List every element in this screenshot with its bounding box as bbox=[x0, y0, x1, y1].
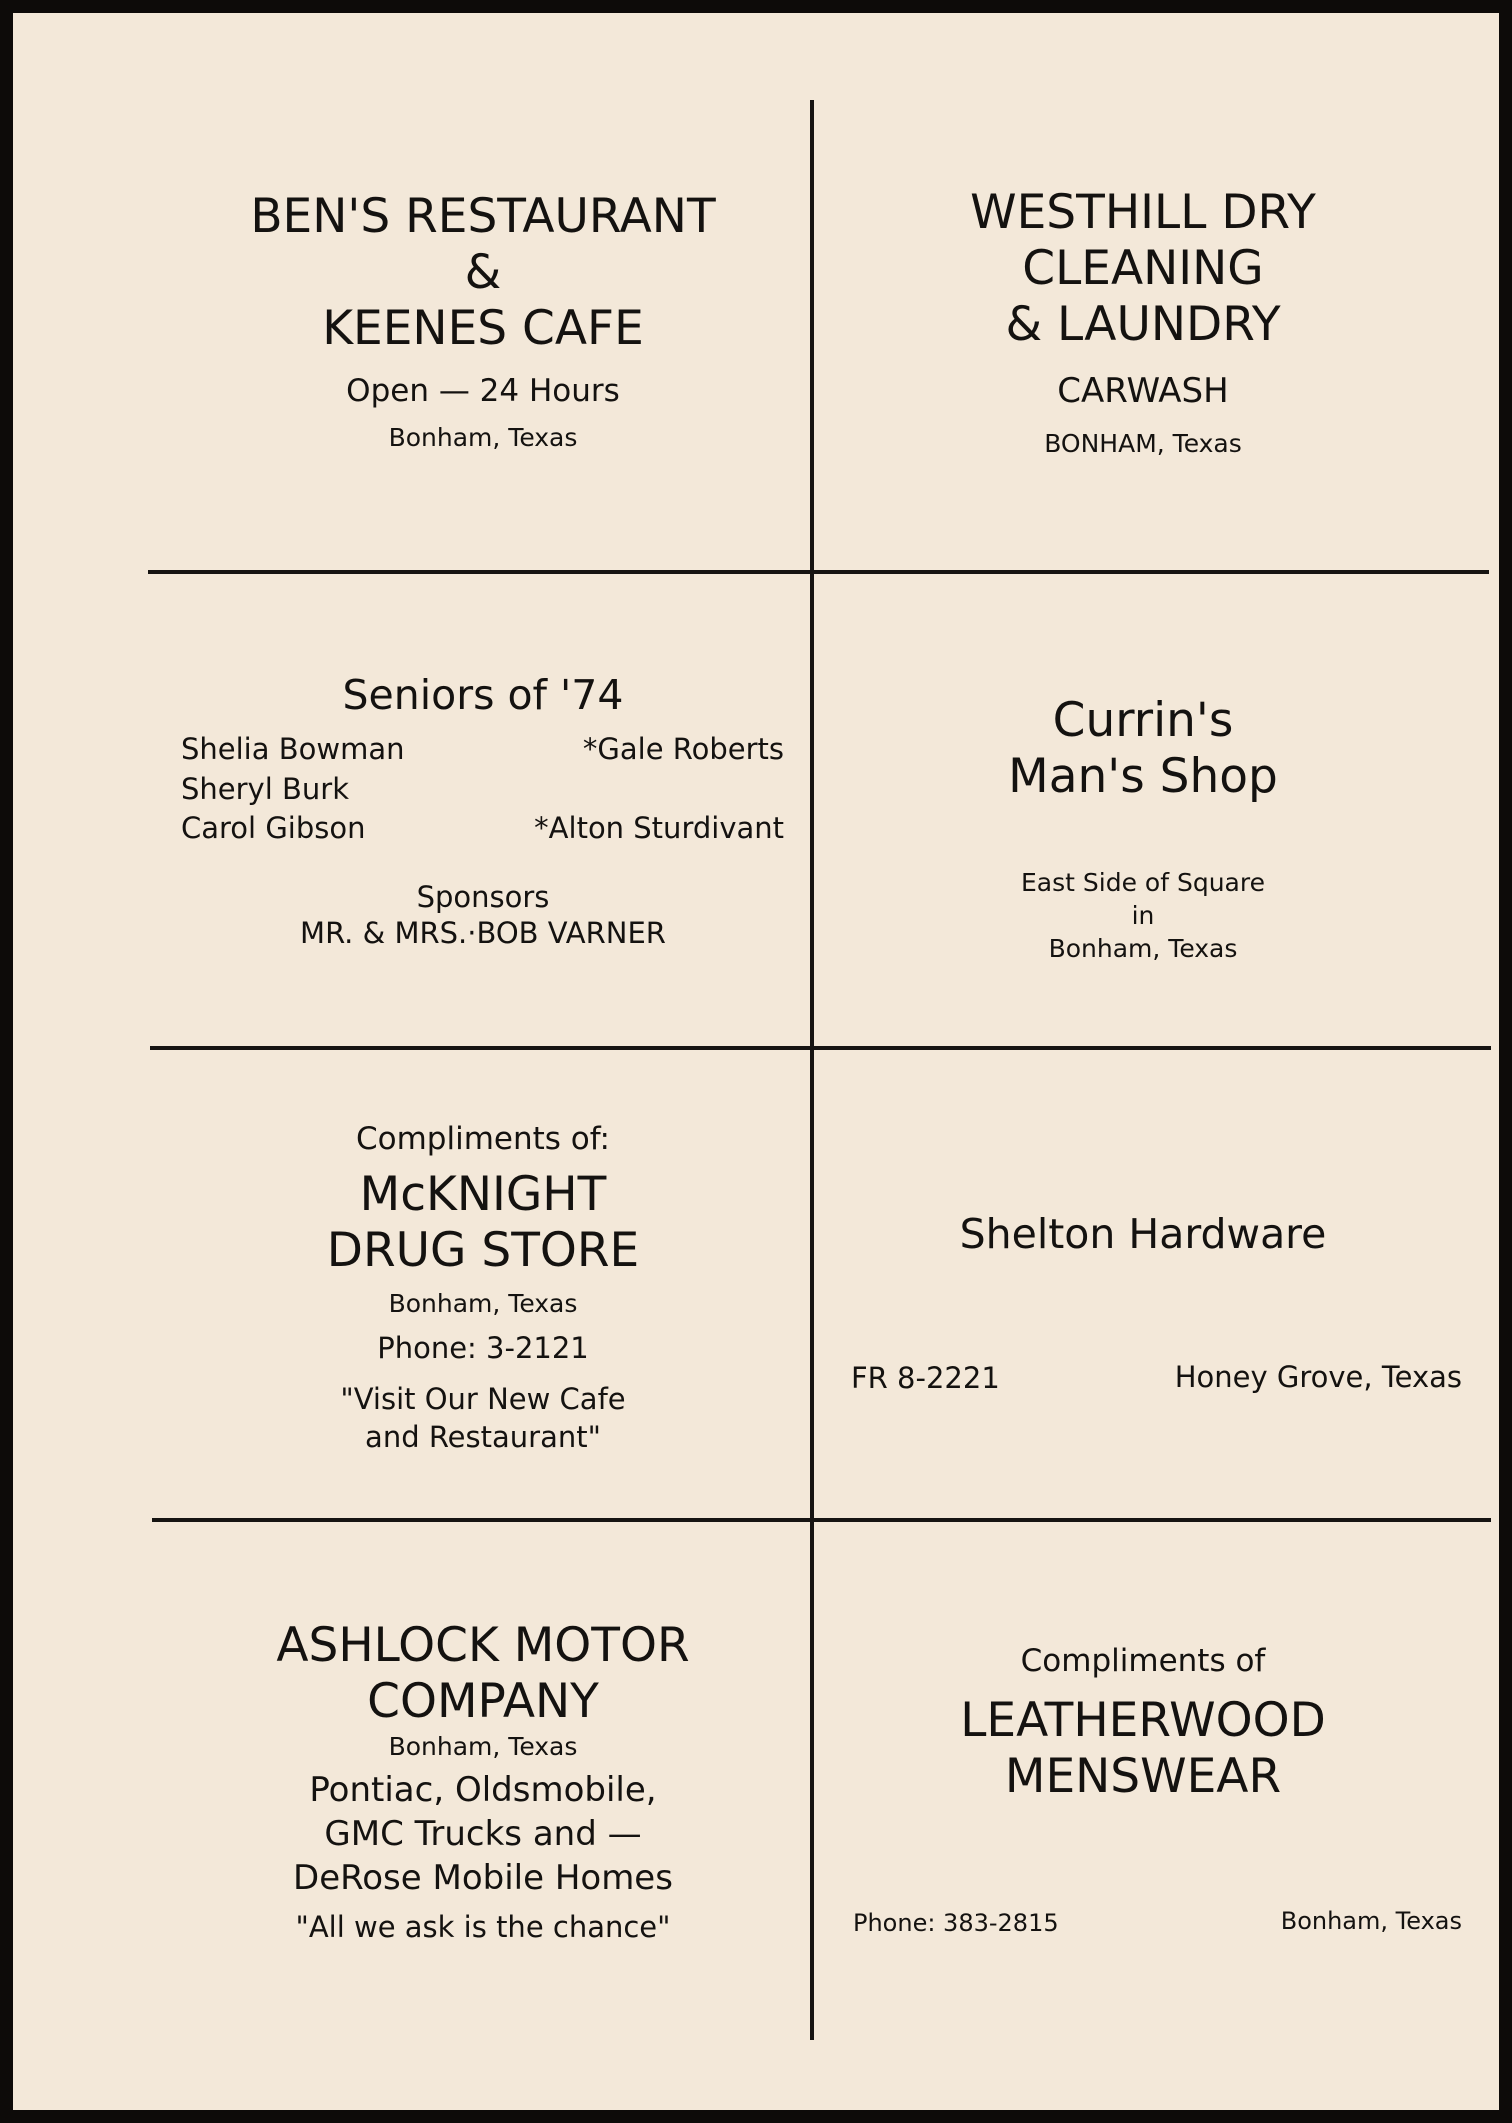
ad-shelton-hardware bbox=[813, 1212, 1473, 1256]
ad-title: DRUG STORE bbox=[326, 1223, 640, 1278]
ad-leatherwood-menswear bbox=[813, 1643, 1473, 1805]
ad-title: ASHLOCK MOTOR bbox=[276, 1618, 690, 1673]
ad-brands: DeRose Mobile Homes bbox=[293, 1858, 673, 1898]
ad-brands: Pontiac, Oldsmobile, bbox=[309, 1770, 657, 1810]
ad-title: BEN'S RESTAURANT bbox=[250, 189, 716, 244]
horizontal-divider-3 bbox=[152, 1518, 1491, 1522]
ad-westhill-dry-cleaning bbox=[813, 185, 1473, 459]
ad-slogan: and Restaurant" bbox=[365, 1420, 601, 1454]
ad-seniors-sponsors bbox=[153, 880, 813, 950]
ad-slogan: "All we ask is the chance" bbox=[295, 1910, 671, 1944]
ad-service: CARWASH bbox=[1057, 371, 1229, 411]
ad-currins-address bbox=[813, 866, 1473, 965]
senior-name: *Gale Roberts bbox=[582, 732, 784, 766]
horizontal-divider-2 bbox=[150, 1046, 1491, 1050]
ad-slogan: "Visit Our New Cafe bbox=[340, 1382, 626, 1416]
ad-title: & LAUNDRY bbox=[1005, 297, 1281, 352]
ad-seniors-74 bbox=[153, 673, 813, 717]
ad-location: Bonham, Texas bbox=[388, 423, 578, 452]
ad-currins-mans-shop bbox=[813, 693, 1473, 805]
ad-phone: Phone: 3-2121 bbox=[377, 1331, 589, 1365]
sponsors-label: Sponsors bbox=[416, 880, 550, 914]
ad-title: Shelton Hardware bbox=[959, 1210, 1327, 1258]
ad-mcknight-drug-store bbox=[153, 1121, 813, 1454]
ad-title: & bbox=[464, 245, 502, 300]
horizontal-divider-1 bbox=[148, 570, 1489, 574]
ad-title: CLEANING bbox=[1022, 241, 1264, 296]
ad-hours: Open — 24 Hours bbox=[346, 373, 620, 409]
senior-name: Sheryl Burk bbox=[181, 772, 349, 806]
ad-phone: FR 8-2221 bbox=[851, 1361, 1000, 1395]
ad-title: Man's Shop bbox=[1008, 749, 1278, 804]
ad-title: MENSWEAR bbox=[1004, 1749, 1282, 1804]
ad-ashlock-motor-company bbox=[153, 1618, 813, 1944]
ad-location: Honey Grove, Texas bbox=[1174, 1360, 1462, 1394]
ad-title: KEENES CAFE bbox=[322, 301, 644, 356]
ad-brands: GMC Trucks and — bbox=[324, 1814, 642, 1854]
ad-location: Bonham, Texas bbox=[388, 1289, 578, 1318]
ad-title: Seniors of '74 bbox=[342, 671, 624, 719]
ad-title: WESTHILL DRY bbox=[970, 185, 1316, 240]
senior-name: Carol Gibson bbox=[181, 811, 366, 845]
ad-address: East Side of Square bbox=[1021, 868, 1265, 897]
ad-location: Bonham, Texas bbox=[1280, 1907, 1462, 1935]
ad-intro: Compliments of: bbox=[355, 1121, 610, 1157]
senior-name: Shelia Bowman bbox=[181, 732, 405, 766]
ad-title: COMPANY bbox=[367, 1674, 599, 1729]
senior-name: *Alton Sturdivant bbox=[534, 811, 784, 845]
ad-address: in bbox=[1131, 901, 1155, 930]
sponsors-names: MR. & MRS.·BOB VARNER bbox=[300, 916, 666, 950]
ad-title: Currin's bbox=[1052, 693, 1234, 748]
ad-intro: Compliments of bbox=[1020, 1643, 1266, 1679]
ad-bens-restaurant bbox=[153, 189, 813, 453]
ad-title: McKNIGHT bbox=[359, 1167, 607, 1222]
ad-location: Bonham, Texas bbox=[388, 1732, 578, 1761]
yearbook-ad-page bbox=[13, 13, 1499, 2110]
ad-title: LEATHERWOOD bbox=[960, 1693, 1326, 1748]
ad-address: Bonham, Texas bbox=[1048, 934, 1238, 963]
ad-phone: Phone: 383-2815 bbox=[853, 1909, 1059, 1937]
ad-location: BONHAM, Texas bbox=[1044, 429, 1242, 458]
